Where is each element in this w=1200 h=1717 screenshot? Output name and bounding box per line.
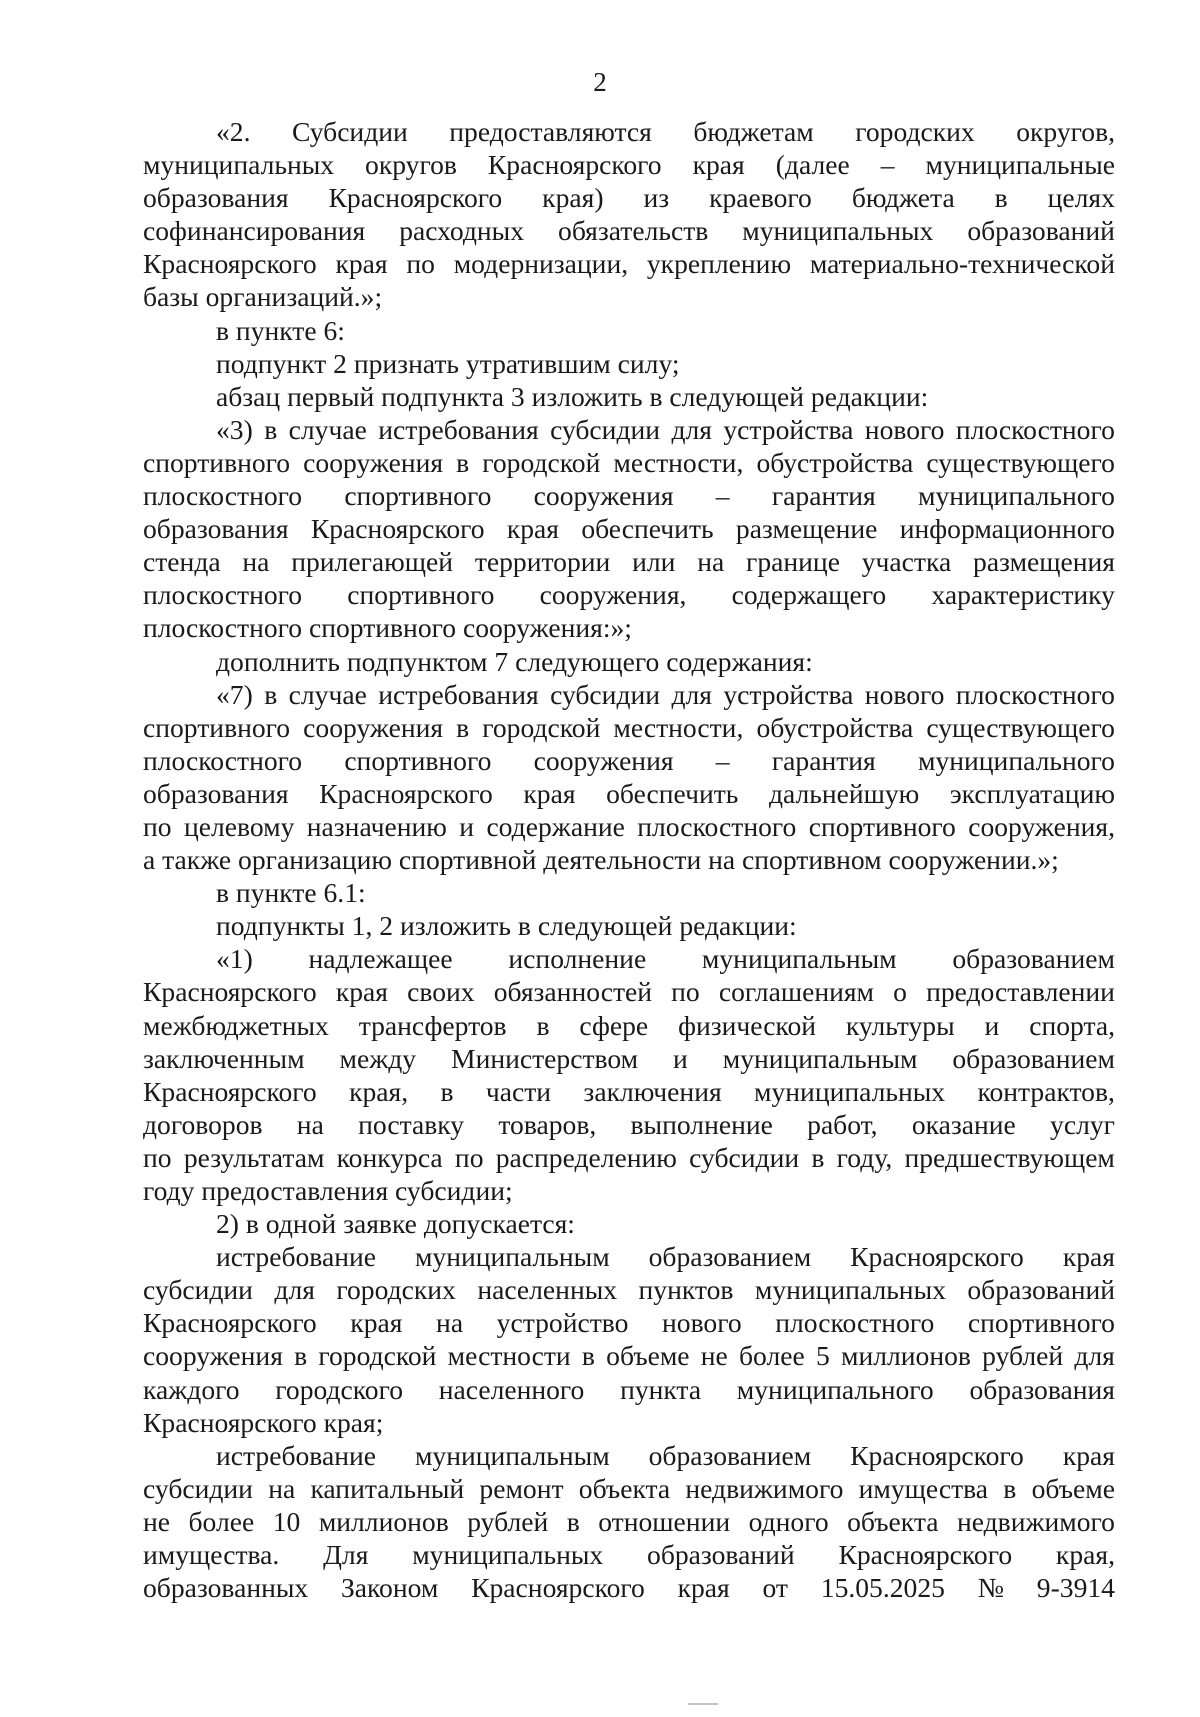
word: из bbox=[643, 182, 670, 214]
word: истребования bbox=[378, 678, 539, 710]
word: «2. bbox=[216, 116, 251, 147]
word: Красноярского bbox=[838, 1539, 1013, 1571]
text-line bbox=[143, 1042, 1115, 1075]
word: плоскостного bbox=[955, 413, 1115, 445]
word: краевого bbox=[709, 182, 812, 214]
word: Красноярского bbox=[143, 248, 317, 280]
word: истребование bbox=[216, 1439, 376, 1471]
word: имущества. bbox=[143, 1539, 280, 1571]
word: по bbox=[671, 976, 700, 1008]
text-line bbox=[143, 975, 1115, 1008]
text-line bbox=[143, 115, 1115, 148]
word: образования bbox=[143, 182, 289, 214]
word: заключенным bbox=[143, 1042, 305, 1074]
word: выполнение bbox=[630, 1108, 773, 1140]
word: прилегающей bbox=[291, 546, 454, 578]
word: спортивного bbox=[808, 810, 956, 842]
word: устройства bbox=[723, 413, 854, 445]
word: «3) bbox=[216, 413, 253, 445]
word: плоскостного bbox=[637, 810, 797, 842]
word: в bbox=[294, 1340, 308, 1372]
word: спортивного bbox=[344, 744, 492, 776]
word: модернизации, bbox=[453, 248, 629, 280]
word: рублей bbox=[982, 1340, 1064, 1372]
word: – bbox=[880, 149, 895, 181]
word: муниципальных bbox=[143, 149, 335, 181]
word: надлежащее bbox=[308, 943, 453, 975]
word: в bbox=[994, 182, 1008, 214]
word: муниципальных bbox=[742, 215, 934, 247]
word: существующего bbox=[926, 711, 1115, 743]
word: в bbox=[536, 1009, 550, 1041]
word: заключения bbox=[583, 1075, 722, 1107]
word: части bbox=[485, 1075, 552, 1107]
word: недвижимого bbox=[956, 1505, 1115, 1537]
word: на bbox=[697, 546, 725, 578]
word: гарантия bbox=[771, 480, 876, 512]
text-line: дополнить подпунктом 7 следующего содержания: bbox=[216, 645, 813, 677]
word: Законом bbox=[340, 1572, 439, 1604]
text-line bbox=[143, 1472, 1115, 1505]
word: физической bbox=[678, 1009, 817, 1041]
text-line: подпункт 2 признать утратившим силу; bbox=[216, 347, 680, 379]
word: 15.05.2025 bbox=[820, 1572, 945, 1604]
word: городской bbox=[482, 446, 601, 478]
word: 5 bbox=[815, 1340, 830, 1372]
word: округов, bbox=[1016, 116, 1115, 147]
word: сооружения, bbox=[539, 579, 687, 611]
word: плоскостного bbox=[143, 744, 303, 776]
word: назначению bbox=[306, 810, 447, 842]
word: размещение bbox=[735, 513, 878, 545]
text-line bbox=[143, 181, 1115, 214]
text-line bbox=[143, 545, 1115, 578]
word: нового bbox=[864, 413, 945, 445]
word: Субсидии bbox=[292, 116, 408, 147]
text-line bbox=[143, 1009, 1115, 1042]
word: края) bbox=[542, 182, 604, 214]
word: капитальный bbox=[310, 1472, 465, 1504]
word: распределению bbox=[495, 1141, 677, 1173]
word: истребования bbox=[378, 413, 539, 445]
word: образованием bbox=[952, 1042, 1115, 1074]
text-line bbox=[143, 1538, 1115, 1571]
text-line: подпункты 1, 2 изложить в следующей редакции: bbox=[216, 910, 797, 942]
text-line bbox=[143, 678, 1115, 711]
word: случае bbox=[288, 678, 367, 710]
text-line bbox=[143, 1141, 1115, 1174]
word: дальнейшую bbox=[768, 777, 920, 809]
word: городского bbox=[275, 1373, 404, 1405]
text-line bbox=[143, 777, 1115, 810]
word: городских bbox=[336, 1274, 456, 1306]
word: – bbox=[715, 744, 730, 776]
text-line bbox=[143, 446, 1115, 479]
word: в bbox=[264, 678, 278, 710]
word: края bbox=[335, 976, 388, 1008]
word: исполнение bbox=[508, 943, 647, 975]
word: в bbox=[566, 1505, 580, 1537]
text-line: абзац первый подпункта 3 изложить в следующей редакции: bbox=[216, 380, 929, 412]
word: на bbox=[242, 546, 270, 578]
word: или bbox=[632, 546, 676, 578]
word: муниципального bbox=[918, 744, 1115, 776]
word: гарантия bbox=[771, 744, 876, 776]
word: образований bbox=[647, 1539, 795, 1571]
word: Красноярского bbox=[328, 182, 503, 214]
word: между bbox=[339, 1042, 417, 1074]
word: объеме bbox=[1031, 1472, 1115, 1504]
word: 9-3914 bbox=[1036, 1572, 1115, 1604]
word: муниципальные bbox=[925, 149, 1115, 181]
word: пунктов bbox=[638, 1274, 734, 1306]
word: пункта bbox=[620, 1373, 702, 1405]
text-line bbox=[143, 148, 1115, 181]
word: расходных bbox=[399, 215, 525, 247]
word: от bbox=[762, 1572, 788, 1604]
word: муниципальным bbox=[414, 1241, 610, 1273]
word: на bbox=[268, 1472, 296, 1504]
text-line bbox=[143, 1571, 1115, 1604]
text-line bbox=[143, 578, 1115, 611]
word: № bbox=[977, 1572, 1005, 1604]
word: миллионов bbox=[840, 1340, 971, 1372]
text-line bbox=[143, 512, 1115, 545]
word: оказание bbox=[911, 1108, 1016, 1140]
word: и bbox=[673, 1042, 688, 1074]
word: субсидии bbox=[143, 1472, 253, 1504]
word: характеристику bbox=[931, 579, 1115, 611]
word: образования bbox=[969, 1373, 1115, 1405]
word: «1) bbox=[216, 943, 253, 975]
word: отношении bbox=[598, 1505, 731, 1537]
word: информационного bbox=[899, 513, 1115, 545]
word: объекта bbox=[578, 1472, 671, 1504]
word: городских bbox=[855, 116, 975, 147]
word: обустройства bbox=[756, 711, 914, 743]
word: спортивного bbox=[143, 711, 291, 743]
word: муниципальных bbox=[754, 1075, 946, 1107]
word: участка bbox=[861, 546, 952, 578]
word: городской bbox=[482, 711, 601, 743]
word: и bbox=[984, 1009, 1000, 1041]
word: субсидии bbox=[550, 678, 661, 710]
word: по bbox=[143, 1141, 172, 1173]
word: товаров, bbox=[498, 1108, 597, 1140]
word: плоскостного bbox=[775, 1307, 935, 1339]
word: рублей bbox=[467, 1505, 549, 1537]
word: в bbox=[811, 1141, 825, 1173]
word: сооружения bbox=[143, 1340, 283, 1372]
word: целях bbox=[1047, 182, 1115, 214]
word: по bbox=[454, 1141, 484, 1173]
word: устройство bbox=[496, 1307, 629, 1339]
word: более bbox=[739, 1340, 805, 1372]
text-line bbox=[143, 711, 1115, 744]
text-line: 2) в одной заявке допускается: bbox=[216, 1208, 575, 1240]
word: содержащего bbox=[731, 579, 887, 611]
text-line: в пункте 6.1: bbox=[216, 877, 366, 909]
word: края bbox=[692, 149, 745, 181]
word: сфере bbox=[579, 1009, 649, 1041]
text-line: году предоставления субсидии; bbox=[143, 1175, 513, 1206]
text-line bbox=[143, 1439, 1115, 1472]
word: в bbox=[440, 1075, 454, 1107]
text-line bbox=[143, 1505, 1115, 1538]
word: местности bbox=[447, 1340, 571, 1372]
word: Красноярского bbox=[143, 1307, 317, 1339]
word: – bbox=[715, 480, 730, 512]
word: межбюджетных bbox=[143, 1009, 329, 1041]
word: ремонт bbox=[479, 1472, 564, 1504]
word: муниципального bbox=[918, 480, 1115, 512]
text-line bbox=[143, 1108, 1115, 1141]
word: истребование bbox=[216, 1241, 376, 1273]
word: одного bbox=[748, 1505, 829, 1537]
text-line: базы организаций.»; bbox=[143, 281, 383, 313]
word: в bbox=[264, 413, 278, 445]
word: образования bbox=[143, 513, 289, 545]
text-line bbox=[143, 1373, 1115, 1406]
text-line bbox=[143, 744, 1115, 777]
word: образования bbox=[143, 777, 289, 809]
word: укреплению bbox=[646, 248, 792, 280]
word: и bbox=[459, 810, 475, 842]
word: образованных bbox=[143, 1572, 309, 1604]
word: Красноярского bbox=[319, 777, 493, 809]
word: муниципальных bbox=[754, 1274, 946, 1306]
word: Красноярского bbox=[143, 976, 317, 1008]
word: стенда bbox=[143, 546, 221, 578]
word: по bbox=[406, 248, 435, 280]
word: 10 bbox=[272, 1505, 301, 1537]
word: образованием bbox=[648, 1241, 812, 1273]
word: обеспечить bbox=[581, 513, 714, 545]
word: края, bbox=[1055, 1539, 1115, 1571]
word: соглашениям bbox=[718, 976, 875, 1008]
word: миллионов bbox=[318, 1505, 449, 1537]
word: Красноярского bbox=[310, 513, 485, 545]
text-line bbox=[143, 810, 1115, 843]
word: содержание bbox=[486, 810, 625, 842]
word: Красноярского bbox=[850, 1439, 1024, 1471]
word: сооружения bbox=[533, 744, 674, 776]
word: результатам bbox=[183, 1141, 325, 1173]
word: Министерством bbox=[451, 1042, 639, 1074]
text-line bbox=[143, 1306, 1115, 1339]
word: спортивного bbox=[347, 579, 495, 611]
word: плоскостного bbox=[143, 579, 303, 611]
word: работ, bbox=[807, 1108, 878, 1140]
word: на bbox=[296, 1108, 324, 1140]
word: границе bbox=[746, 546, 840, 578]
word: местности, bbox=[613, 446, 744, 478]
text-line bbox=[143, 1273, 1115, 1306]
word: для bbox=[671, 413, 712, 445]
word: края bbox=[335, 248, 388, 280]
word: в bbox=[581, 1340, 595, 1372]
word: образований bbox=[967, 215, 1115, 247]
word: для bbox=[671, 678, 712, 710]
text-line bbox=[143, 479, 1115, 512]
word: своих bbox=[407, 976, 475, 1008]
word: нового bbox=[662, 1307, 742, 1339]
word: Красноярского bbox=[143, 1075, 317, 1107]
word: края bbox=[350, 1307, 403, 1339]
word: софинансирования bbox=[143, 215, 366, 247]
word: в bbox=[1003, 1472, 1017, 1504]
word: муниципальным bbox=[701, 943, 897, 975]
word: края bbox=[1062, 1439, 1115, 1471]
word: спортивного bbox=[967, 1307, 1115, 1339]
word: для bbox=[1074, 1340, 1115, 1372]
word: в bbox=[456, 446, 470, 478]
word: субсидии bbox=[550, 413, 661, 445]
word: края, bbox=[349, 1075, 409, 1107]
text-line: а также организацию спортивной деятельности на спортивном сооружении.»; bbox=[143, 844, 1059, 876]
word: края bbox=[677, 1572, 730, 1604]
word: объеме bbox=[606, 1340, 690, 1372]
page-number: 2 bbox=[593, 67, 607, 97]
word: спорта, bbox=[1029, 1009, 1115, 1041]
word: эксплуатацию bbox=[949, 777, 1115, 809]
word: городской bbox=[318, 1340, 437, 1372]
text-line bbox=[143, 247, 1115, 280]
word: в bbox=[456, 711, 470, 743]
word: не bbox=[700, 1340, 728, 1372]
word: контрактов, bbox=[977, 1075, 1115, 1107]
word: конкурса bbox=[336, 1141, 443, 1173]
word: каждого bbox=[143, 1373, 240, 1405]
word: плоскостного bbox=[955, 678, 1115, 710]
word: образований bbox=[967, 1274, 1115, 1306]
word: спортивного bbox=[344, 480, 492, 512]
word: «7) bbox=[216, 678, 253, 710]
word: нового bbox=[864, 678, 945, 710]
word: материально-технической bbox=[809, 248, 1115, 280]
word: объекта bbox=[847, 1505, 939, 1537]
word: сооружения bbox=[303, 446, 444, 478]
word: образованием bbox=[648, 1439, 812, 1471]
word: населенного bbox=[438, 1373, 585, 1405]
word: поставку bbox=[358, 1108, 465, 1140]
word: Красноярского bbox=[471, 1572, 645, 1604]
word: территории bbox=[474, 546, 611, 578]
word: случае bbox=[288, 413, 367, 445]
text-line bbox=[143, 214, 1115, 247]
word: обязательств bbox=[558, 215, 709, 247]
word: края bbox=[506, 513, 560, 545]
word: Для bbox=[323, 1539, 369, 1571]
word: целевому bbox=[183, 810, 295, 842]
word: обязанностей bbox=[493, 976, 653, 1008]
word: о bbox=[893, 976, 907, 1008]
word: существующего bbox=[926, 446, 1115, 478]
word: предоставлении bbox=[926, 976, 1115, 1008]
text-line bbox=[143, 413, 1115, 446]
word: муниципальным bbox=[722, 1042, 918, 1074]
text-line bbox=[143, 1240, 1115, 1273]
word: местности, bbox=[613, 711, 744, 743]
word: на bbox=[436, 1307, 464, 1339]
word: имущества bbox=[858, 1472, 989, 1504]
text-line bbox=[143, 1075, 1115, 1108]
word: предшествующем bbox=[904, 1141, 1115, 1173]
word: муниципальным bbox=[414, 1439, 610, 1471]
word: сооружения bbox=[533, 480, 674, 512]
word: для bbox=[274, 1274, 315, 1306]
word: услуг bbox=[1050, 1108, 1115, 1140]
word: по bbox=[143, 810, 172, 842]
word: муниципальных bbox=[412, 1539, 604, 1571]
word: году, bbox=[836, 1141, 893, 1173]
word: Красноярского bbox=[850, 1241, 1024, 1273]
word: договоров bbox=[143, 1108, 263, 1140]
word: культуры bbox=[845, 1009, 955, 1041]
word: края bbox=[523, 777, 576, 809]
document-body bbox=[143, 115, 1115, 1604]
word: не bbox=[143, 1505, 171, 1537]
word: округов bbox=[365, 149, 457, 181]
text-line bbox=[143, 942, 1115, 975]
scan-artifact bbox=[688, 1703, 718, 1705]
word: Красноярского bbox=[487, 149, 662, 181]
word: обустройства bbox=[756, 446, 914, 478]
text-line: Красноярского края; bbox=[143, 1406, 384, 1438]
word: сооружения, bbox=[968, 810, 1115, 842]
word: обеспечить bbox=[606, 777, 739, 809]
word: спортивного bbox=[143, 446, 291, 478]
word: более bbox=[188, 1505, 255, 1537]
word: недвижимого bbox=[685, 1472, 844, 1504]
word: трансфертов bbox=[358, 1009, 507, 1041]
word: муниципального bbox=[736, 1373, 934, 1405]
text-line: в пункте 6: bbox=[216, 314, 345, 346]
word: предоставляются bbox=[449, 116, 652, 147]
word: устройства bbox=[723, 678, 854, 710]
text-line: плоскостного спортивного сооружения:»; bbox=[143, 612, 632, 644]
word: бюджета bbox=[851, 182, 955, 214]
word: края bbox=[1062, 1241, 1115, 1273]
word: бюджетам bbox=[693, 116, 814, 147]
word: плоскостного bbox=[143, 480, 303, 512]
word: субсидии bbox=[143, 1274, 253, 1306]
text-line bbox=[143, 1339, 1115, 1372]
word: (далее bbox=[775, 149, 850, 181]
word: образованием bbox=[952, 943, 1115, 975]
word: размещения bbox=[973, 546, 1115, 578]
word: сооружения bbox=[303, 711, 444, 743]
word: населенных bbox=[477, 1274, 618, 1306]
word: субсидии bbox=[689, 1141, 800, 1173]
